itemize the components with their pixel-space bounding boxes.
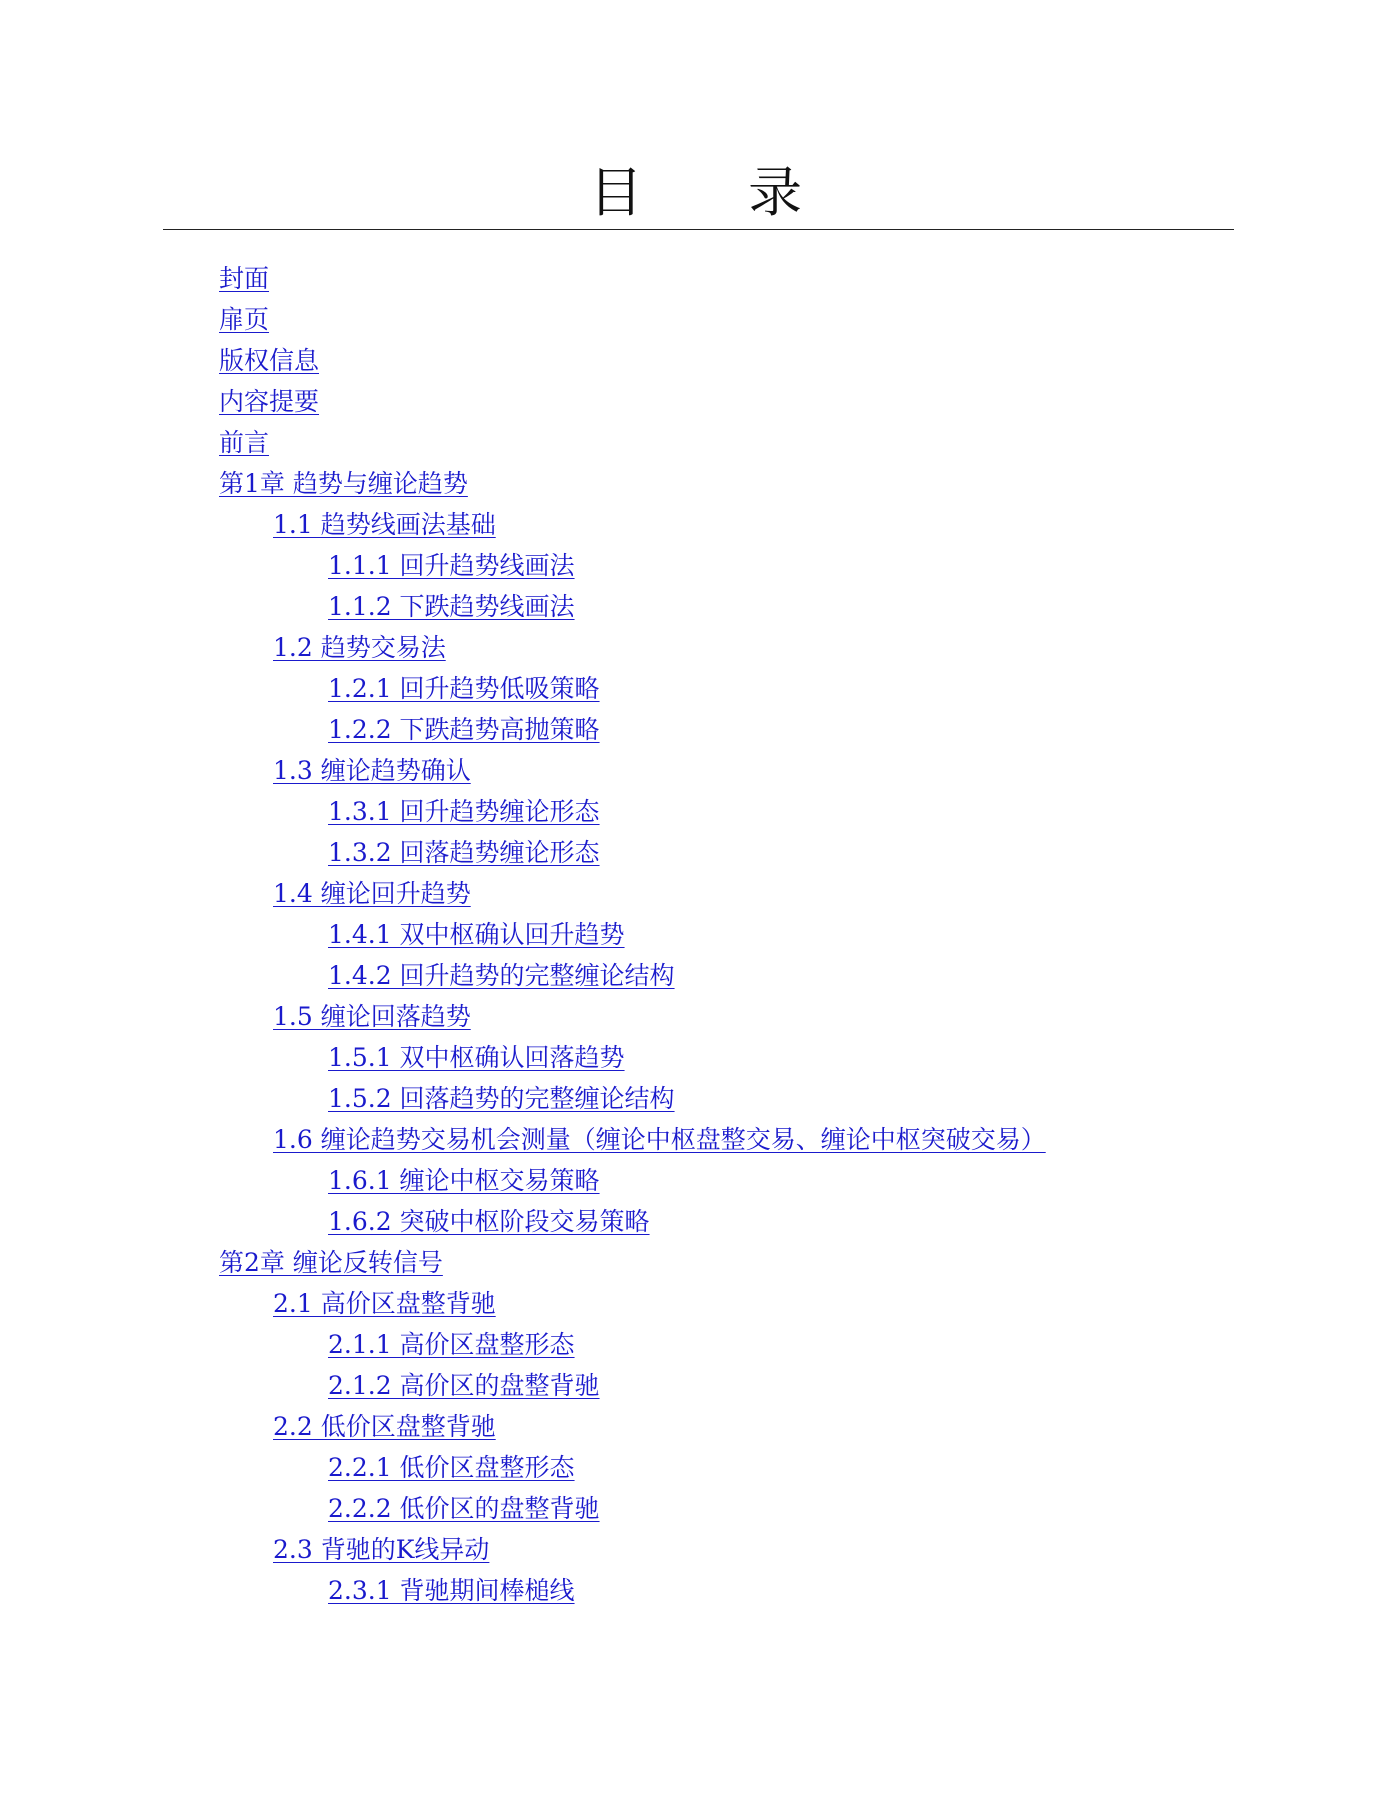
toc-entry <box>219 586 1046 627</box>
toc-entry <box>219 1447 1046 1488</box>
toc-entry <box>219 1242 1046 1283</box>
toc-entry <box>219 709 1046 750</box>
toc-link-section-1-5-1[interactable]: 1.5.1 双中枢确认回落趋势 <box>328 1043 625 1072</box>
toc-entry <box>219 791 1046 832</box>
toc-entry <box>219 381 1046 422</box>
toc-entry <box>219 1078 1046 1119</box>
toc-entry <box>219 1119 1046 1160</box>
toc-entry <box>219 258 1046 299</box>
toc-entry <box>219 545 1046 586</box>
toc-link-section-1-6-2[interactable]: 1.6.2 突破中枢阶段交易策略 <box>328 1207 650 1236</box>
toc-link-section-1-1-2[interactable]: 1.1.2 下跌趋势线画法 <box>328 592 575 621</box>
toc-link-summary[interactable]: 内容提要 <box>219 387 320 416</box>
toc-entry <box>219 1037 1046 1078</box>
toc-entry <box>219 1160 1046 1201</box>
toc-link-section-1-4-1[interactable]: 1.4.1 双中枢确认回升趋势 <box>328 920 625 949</box>
toc-entry <box>219 422 1046 463</box>
toc-entry <box>219 668 1046 709</box>
toc-link-section-1-3-2[interactable]: 1.3.2 回落趋势缠论形态 <box>328 838 600 867</box>
toc-link-section-1-2-1[interactable]: 1.2.1 回升趋势低吸策略 <box>328 674 600 703</box>
toc-entry <box>219 463 1046 504</box>
toc-entry <box>219 504 1046 545</box>
toc-link-section-1-5-2[interactable]: 1.5.2 回落趋势的完整缠论结构 <box>328 1084 675 1113</box>
toc-entry <box>219 1488 1046 1529</box>
toc-entry <box>219 1201 1046 1242</box>
toc-link-section-2-2[interactable]: 2.2 低价区盘整背驰 <box>273 1412 496 1441</box>
toc-entry <box>219 299 1046 340</box>
toc-link-section-1-2[interactable]: 1.2 趋势交易法 <box>273 633 446 662</box>
toc-link-cover[interactable]: 封面 <box>219 264 270 293</box>
toc-link-section-1-4-2[interactable]: 1.4.2 回升趋势的完整缠论结构 <box>328 961 675 990</box>
toc-entry <box>219 340 1046 381</box>
toc-entry <box>219 914 1046 955</box>
toc-entry <box>219 627 1046 668</box>
toc-entry <box>219 750 1046 791</box>
toc-link-section-2-1[interactable]: 2.1 高价区盘整背驰 <box>273 1289 496 1318</box>
toc-link-section-2-3-1[interactable]: 2.3.1 背驰期间棒槌线 <box>328 1576 575 1605</box>
toc-entry <box>219 1570 1046 1611</box>
toc-link-section-2-1-2[interactable]: 2.1.2 高价区的盘整背驰 <box>328 1371 600 1400</box>
toc-link-section-1-1-1[interactable]: 1.1.1 回升趋势线画法 <box>328 551 575 580</box>
toc-link-section-1-5[interactable]: 1.5 缠论回落趋势 <box>273 1002 471 1031</box>
toc-link-section-2-2-2[interactable]: 2.2.2 低价区的盘整背驰 <box>328 1494 600 1523</box>
toc-entry <box>219 1365 1046 1406</box>
toc-link-section-1-3[interactable]: 1.3 缠论趋势确认 <box>273 756 471 785</box>
toc-link-preface[interactable]: 前言 <box>219 428 270 457</box>
table-of-contents <box>219 258 1046 1611</box>
toc-link-title-page[interactable]: 扉页 <box>219 305 270 334</box>
toc-link-section-1-6-1[interactable]: 1.6.1 缠论中枢交易策略 <box>328 1166 600 1195</box>
toc-entry <box>219 832 1046 873</box>
page-title: 目 录 <box>588 161 847 224</box>
toc-link-section-1-1[interactable]: 1.1 趋势线画法基础 <box>273 510 496 539</box>
toc-entry <box>219 996 1046 1037</box>
toc-link-section-1-3-1[interactable]: 1.3.1 回升趋势缠论形态 <box>328 797 600 826</box>
toc-entry <box>219 1324 1046 1365</box>
toc-link-section-2-1-1[interactable]: 2.1.1 高价区盘整形态 <box>328 1330 575 1359</box>
toc-entry <box>219 955 1046 996</box>
toc-link-section-1-6[interactable]: 1.6 缠论趋势交易机会测量（缠论中枢盘整交易、缠论中枢突破交易） <box>273 1125 1046 1154</box>
toc-entry <box>219 1283 1046 1324</box>
toc-link-section-1-2-2[interactable]: 1.2.2 下跌趋势高抛策略 <box>328 715 600 744</box>
toc-link-section-1-4[interactable]: 1.4 缠论回升趋势 <box>273 879 471 908</box>
toc-link-copyright[interactable]: 版权信息 <box>219 346 320 375</box>
title-divider <box>163 229 1234 230</box>
toc-link-section-2-2-1[interactable]: 2.2.1 低价区盘整形态 <box>328 1453 575 1482</box>
toc-entry <box>219 873 1046 914</box>
toc-link-section-2-3[interactable]: 2.3 背驰的K线异动 <box>273 1535 490 1564</box>
toc-link-chapter-2[interactable]: 第2章 缠论反转信号 <box>219 1248 443 1277</box>
toc-link-chapter-1[interactable]: 第1章 趋势与缠论趋势 <box>219 469 468 498</box>
toc-entry <box>219 1406 1046 1447</box>
toc-entry <box>219 1529 1046 1570</box>
